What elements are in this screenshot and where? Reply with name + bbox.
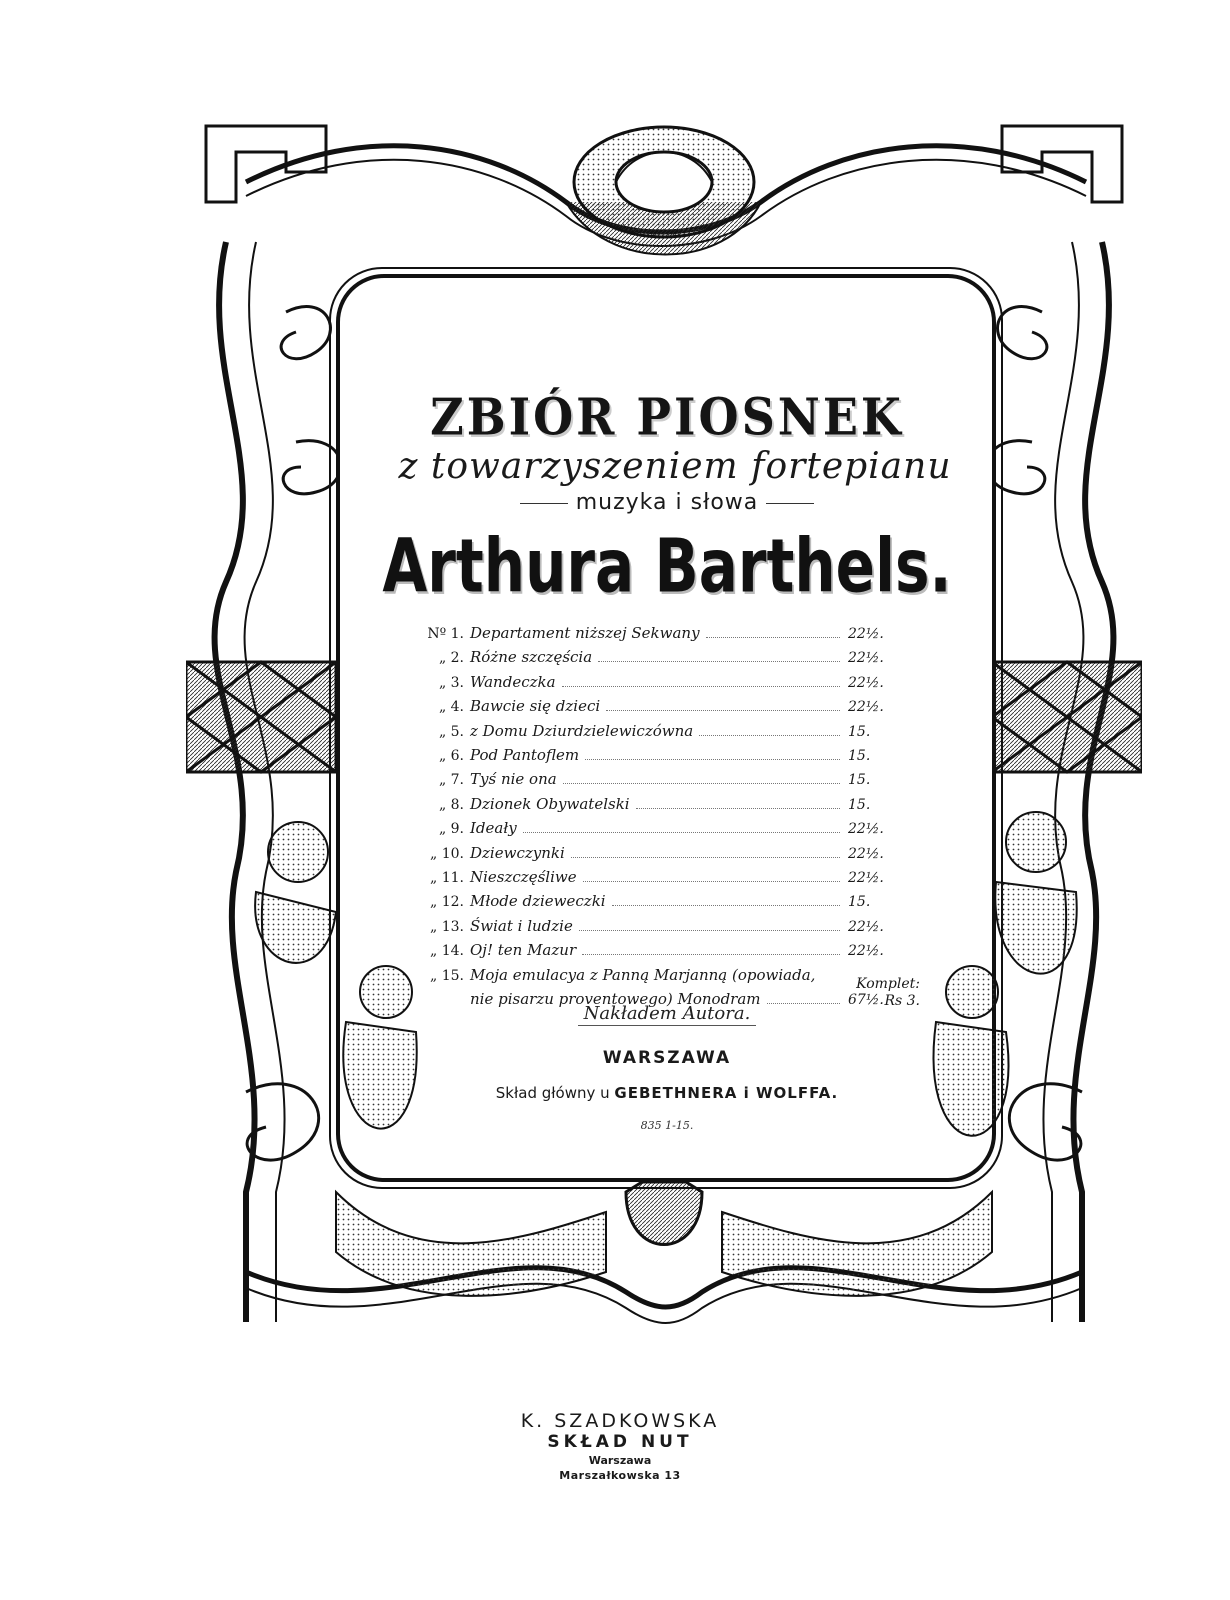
- song-title: Różne szczęścia: [470, 648, 593, 667]
- song-item: [408, 817, 888, 841]
- plate-number: 835 1-15.: [640, 1119, 694, 1132]
- song-number: „ 2.: [438, 650, 464, 667]
- song-item: [408, 744, 888, 768]
- imprint-store-prefix: Skład główny u: [495, 1084, 610, 1102]
- song-item: [408, 671, 888, 695]
- song-item: [408, 695, 888, 719]
- song-title: Dziewczynki: [470, 843, 565, 862]
- song-item: [408, 939, 888, 963]
- song-price: 15.: [848, 894, 871, 911]
- song-price: 15.: [848, 796, 871, 813]
- song-title: Nieszczęśliwe: [470, 868, 577, 887]
- song-number: „ 13.: [430, 918, 464, 935]
- song-number: „ 5.: [438, 723, 464, 740]
- author-name: Arthura Barthels.: [382, 523, 952, 610]
- song-number: „ 7.: [438, 772, 464, 789]
- dot-leader: [582, 953, 840, 955]
- stamp-line-1: K. SZADKOWSKA: [520, 1410, 720, 1432]
- song-title: Ideały: [470, 819, 517, 838]
- song-title: Młode dzieweczki: [470, 892, 606, 911]
- song-number: „ 6.: [438, 748, 464, 765]
- song-title: Departament niższej Sekwany: [470, 624, 700, 642]
- song-title: Oj! ten Mazur: [470, 941, 577, 960]
- song-price: 22½.: [848, 870, 884, 887]
- stamp-line-4: Marszałkowska 13: [559, 1469, 681, 1482]
- song-price: 22½.: [848, 918, 884, 935]
- song-item: [408, 720, 888, 744]
- song-item: [408, 622, 888, 646]
- song-title: Moja emulacya z Panną Marjanną (opowiada,: [470, 965, 816, 984]
- dot-leader: [706, 636, 840, 638]
- song-title: z Domu Dziurdzielewiczówna: [470, 721, 694, 740]
- dot-leader: [563, 782, 840, 784]
- song-price: 22½.: [848, 845, 884, 862]
- song-number: „ 3.: [438, 674, 464, 691]
- seller-stamp: [500, 1410, 740, 1482]
- song-item: [408, 915, 888, 939]
- song-number: „ 8.: [438, 796, 464, 813]
- song-number: „ 4.: [438, 699, 464, 716]
- song-number: „ 11.: [430, 870, 464, 887]
- dot-leader: [699, 734, 840, 736]
- dot-leader: [562, 685, 840, 687]
- imprint-city: WARSZAWA: [602, 1048, 732, 1068]
- komplet-label: Komplet:: [856, 976, 920, 992]
- song-price: 22½.: [848, 943, 884, 960]
- dot-leader: [571, 856, 840, 858]
- title-page-panel: [340, 278, 994, 1178]
- song-item: [408, 646, 888, 670]
- publisher-note-text: Nakładem Autora.: [578, 1003, 757, 1026]
- imprint-store-name: GEBETHNERA i WOLFFA.: [614, 1084, 839, 1102]
- dot-leader: [636, 807, 840, 809]
- song-number: Nº 1.: [427, 626, 464, 642]
- song-item: [408, 890, 888, 914]
- song-number: „ 15.: [430, 967, 464, 984]
- collection-subtitle: z towarzyszeniem fortepianu: [398, 446, 952, 487]
- dot-leader: [523, 831, 840, 833]
- stamp-line-2: SKŁAD NUT: [547, 1432, 693, 1452]
- song-list: [408, 622, 888, 1013]
- dot-leader: [598, 660, 840, 662]
- song-number: „ 10.: [430, 845, 464, 862]
- song-title-continuation: nie pisarzu proventowego) Monodram: [470, 990, 761, 1009]
- song-title: Tyś nie ona: [470, 770, 557, 789]
- song-price: 22½.: [848, 674, 884, 691]
- song-item: [408, 866, 888, 890]
- dot-leader: [606, 709, 840, 711]
- song-price: 67½.: [848, 992, 884, 1009]
- dot-leader: [612, 904, 840, 906]
- song-title: Bawcie się dzieci: [470, 697, 601, 716]
- imprint-store: [340, 1084, 994, 1102]
- song-price: 15.: [848, 772, 871, 789]
- song-price: 22½.: [848, 699, 884, 716]
- song-number: „ 12.: [430, 894, 464, 911]
- song-item: [408, 793, 888, 817]
- collection-title: ZBIÓR PIOSNEK: [430, 387, 904, 447]
- song-title: Dzionek Obywatelski: [470, 794, 630, 813]
- song-title: Wandeczka: [470, 672, 556, 691]
- song-title: Świat i ludzie: [470, 916, 573, 935]
- dot-leader: [579, 929, 840, 931]
- song-price: 15.: [848, 723, 871, 740]
- dot-leader: [583, 880, 840, 882]
- song-price: 15.: [848, 748, 871, 765]
- stamp-line-3: Warszawa: [588, 1454, 652, 1467]
- byline: muzyka i słowa: [340, 490, 994, 515]
- dot-leader: [585, 758, 840, 760]
- song-item: [408, 842, 888, 866]
- song-price: 22½.: [848, 626, 884, 642]
- song-price: 22½.: [848, 650, 884, 667]
- song-item: [408, 768, 888, 792]
- publisher-note: [340, 1003, 994, 1026]
- song-number: „ 9.: [438, 821, 464, 838]
- komplet-value: Rs 3.: [884, 993, 920, 1009]
- song-title: Pod Pantoflem: [470, 746, 580, 765]
- song-number: „ 14.: [430, 943, 464, 960]
- song-price: 22½.: [848, 821, 884, 838]
